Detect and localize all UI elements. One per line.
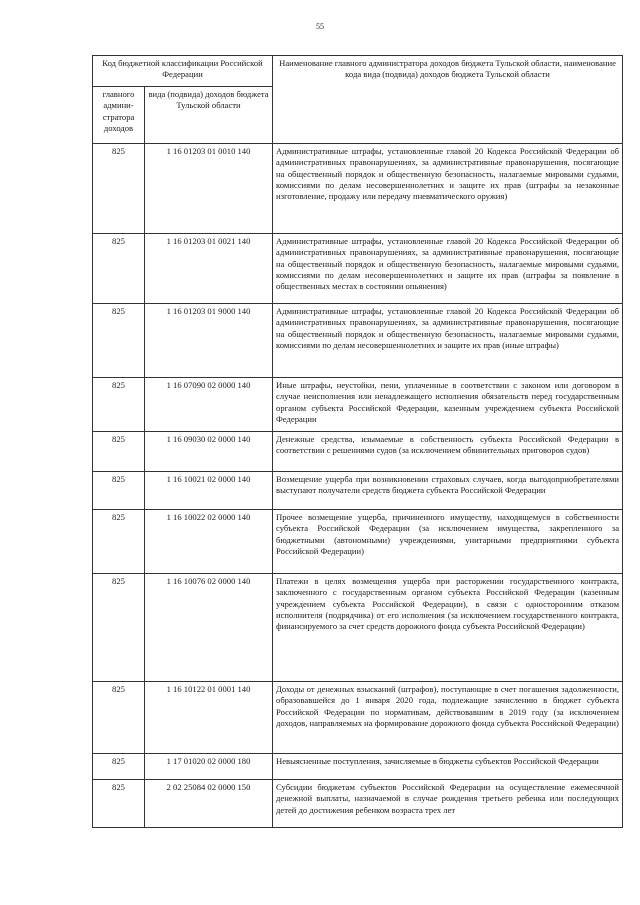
table-row (93, 574, 623, 682)
table-row (93, 234, 623, 304)
revenue-code-cell: 1 16 01203 01 0021 140 (145, 234, 273, 304)
table-row (93, 510, 623, 574)
revenue-description-cell: Невыясненные поступления, зачисляемые в бюджеты субъектов Российской Федерации (273, 754, 623, 780)
table-row (93, 472, 623, 510)
revenue-code-cell: 1 16 10076 02 0000 140 (145, 574, 273, 682)
admin-code-cell: 825 (93, 432, 145, 472)
admin-code-cell: 825 (93, 304, 145, 378)
admin-code-cell: 825 (93, 234, 145, 304)
revenue-description-cell: Возмещение ущерба при возникновении страховых случаев, когда выгодоприобретателями выступают получатели средств бюджета субъекта Российской Федерации (273, 472, 623, 510)
table-row (93, 682, 623, 754)
revenue-code-cell: 1 16 07090 02 0000 140 (145, 378, 273, 432)
revenue-codes-table (92, 55, 623, 828)
admin-code-cell: 825 (93, 144, 145, 234)
revenue-code-cell: 1 16 10021 02 0000 140 (145, 472, 273, 510)
admin-code-cell: 825 (93, 574, 145, 682)
table-row (93, 754, 623, 780)
revenue-description-cell: Административные штрафы, установленные главой 20 Кодекса Российской Федерации об административных правонарушениях, за административные правонарушения, посягающие на общественный порядок и общественную безопасность, налагаемые мировыми судьями, комиссиями по делам несовершеннолетних и защите их прав (штрафы за появление в общественных местах в состоянии опьянения) (273, 234, 623, 304)
admin-code-cell: 825 (93, 754, 145, 780)
revenue-code-cell: 1 16 10122 01 0001 140 (145, 682, 273, 754)
admin-code-cell: 825 (93, 682, 145, 754)
revenue-description-cell: Субсидии бюджетам субъектов Российской Федерации на осуществление ежемесячной денежной выплаты, назначаемой в случае рождения третьего ребенка или последующих детей до достижения ребенком возраста трех лет (273, 780, 623, 828)
table-header-row (93, 56, 623, 87)
revenue-description-cell: Иные штрафы, неустойки, пени, уплаченные в соответствии с законом или договором в случае неисполнения или ненадлежащего исполнения обязательств перед государственным органом субъекта Российской Федерации, казенным учреждением субъекта Российской Федерации (273, 378, 623, 432)
revenue-code-cell: 1 16 01203 01 0010 140 (145, 144, 273, 234)
name-column-header: Наименование главного администратора доходов бюджета Тульской области, наименование кода вида (подвида) доходов бюджета Тульской области (273, 56, 623, 144)
table-row (93, 304, 623, 378)
revenue-description-cell: Административные штрафы, установленные главой 20 Кодекса Российской Федерации об административных правонарушениях, за административные правонарушения, посягающие на общественный порядок и общественную безопасность, налагаемые мировыми судьями, комиссиями по делам несовершеннолетних и защите их прав (иные штрафы) (273, 304, 623, 378)
revenue-code-cell: 1 16 10022 02 0000 140 (145, 510, 273, 574)
admin-code-cell: 825 (93, 472, 145, 510)
revenue-code-cell: 1 16 09030 02 0000 140 (145, 432, 273, 472)
revenue-description-cell: Денежные средства, изымаемые в собственность субъекта Российской Федерации в соответствии с решениями судов (за исключением обвинительных приговоров судов) (273, 432, 623, 472)
kbk-group-header: Код бюджетной классификации Российской Федерации (93, 56, 273, 87)
table-row (93, 432, 623, 472)
revenue-description-cell: Платежи в целях возмещения ущерба при расторжении государственного контракта, заключенного с государственным органом субъекта Российской Федерации (казенным учреждением субъекта Российской Федерации), в связи с односторонним отказом исполнителя (подрядчика) от его исполнения (за исключением государственного контракта, финансируемого за счет средств дорожного фонда субъекта Российской Федерации) (273, 574, 623, 682)
revenue-description-cell: Доходы от денежных взысканий (штрафов), поступающие в счет погашения задолженности, образовавшейся до 1 января 2020 года, подлежащие зачислению в бюджет субъекта Российской Федерации по нормативам, действовавшим в 2019 году (за исключением доходов, направляемых на формирование дорожного фонда субъекта Российской Федерации) (273, 682, 623, 754)
table-row (93, 144, 623, 234)
revenue-code-cell: 1 17 01020 02 0000 180 (145, 754, 273, 780)
table-row (93, 378, 623, 432)
kind-column-header: вида (подвида) доходов бюджета Тульской области (145, 87, 273, 144)
admin-code-cell: 825 (93, 378, 145, 432)
admin-code-cell: 825 (93, 780, 145, 828)
table-row (93, 780, 623, 828)
revenue-description-cell: Прочее возмещение ущерба, причиненного имуществу, находящемуся в собственности субъекта Российской Федерации (за исключением имущества, закрепленного за бюджетными (автономными) учреждениями, унитарными предприятиями субъекта Российской Федерации) (273, 510, 623, 574)
admin-column-header: главного админи-стратора доходов (93, 87, 145, 144)
admin-code-cell: 825 (93, 510, 145, 574)
revenue-code-cell: 1 16 01203 01 9000 140 (145, 304, 273, 378)
page-number: 55 (316, 22, 324, 31)
revenue-description-cell: Административные штрафы, установленные главой 20 Кодекса Российской Федерации об административных правонарушениях, за административные правонарушения, посягающие на общественный порядок и общественную безопасность, налагаемые мировыми судьями, комиссиями по делам несовершеннолетних и защите их прав (штрафы за незаконные изготовление, продажу или передачу пневматического оружия) (273, 144, 623, 234)
revenue-code-cell: 2 02 25084 02 0000 150 (145, 780, 273, 828)
